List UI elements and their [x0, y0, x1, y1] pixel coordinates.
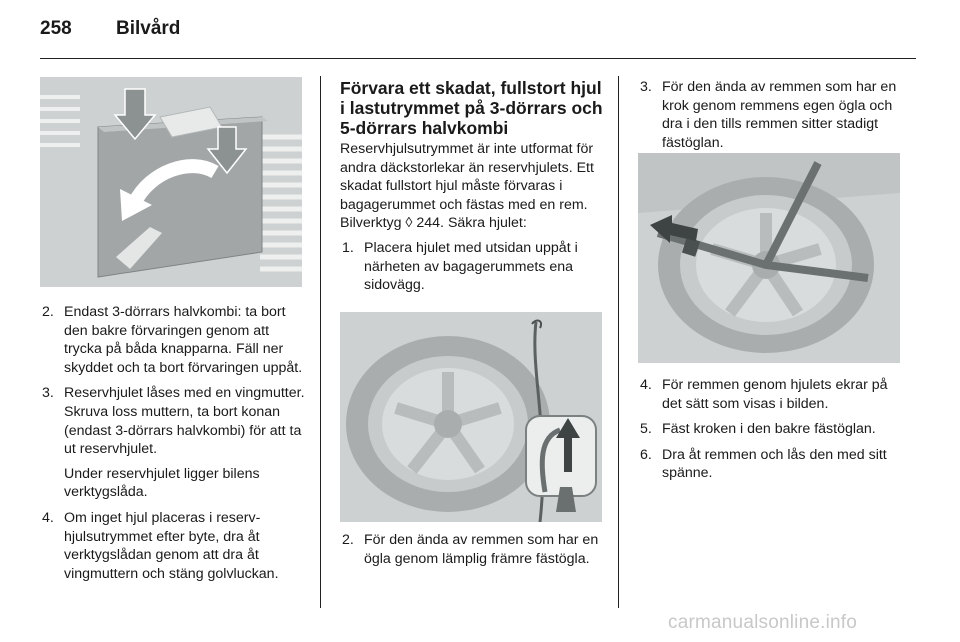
- list-item: [40, 509, 306, 583]
- left-steps: [40, 303, 306, 583]
- step-text: Om inget hjul placeras i reservhjulsutrymmet efter byte, dra åt verktygslådan genom att dra åt vingmuttern och stäng golvluckan.: [64, 509, 279, 582]
- right-column-top: [638, 78, 906, 159]
- list-item: [638, 446, 906, 483]
- step-number: 4.: [42, 509, 54, 526]
- step-number: 2.: [42, 304, 54, 320]
- list-item: [340, 239, 604, 295]
- step-text: För remmen genom hjulets ekrar på det sätt som visas i bilden.: [662, 377, 888, 412]
- step-number: 6.: [640, 446, 652, 463]
- section-heading: Förvara ett skadat, fullstort hjul i lastutrymmet på 3-dörrars och 5-dörrars halvkombi: [340, 78, 603, 138]
- column-divider-right: [618, 76, 619, 608]
- section-title: Bilvård: [116, 18, 181, 39]
- step-text: Reservhjulet låses med en vingmutter. Skruva loss muttern, ta bort konan (endast 3-dörrars halvkombi) för att ta ut reservhjulet.: [64, 385, 305, 458]
- list-item: [638, 420, 906, 439]
- middle-steps-top: [340, 239, 604, 295]
- watermark: carmanualsonline.info: [668, 612, 858, 633]
- page-number: 258: [40, 18, 72, 39]
- step-number: 3.: [42, 385, 54, 402]
- right-column-bottom: [638, 376, 906, 490]
- right-steps-top: [638, 78, 906, 152]
- column-divider-left: [320, 76, 321, 608]
- step-text: För den ända av remmen som har en ögla genom lämplig främre fästögla.: [364, 532, 599, 567]
- step-note: Under reservhjulet ligger bilens verktygslåda.: [64, 465, 260, 501]
- step-number: 3.: [640, 79, 652, 95]
- list-item: [638, 78, 906, 152]
- figure-wheel-strap-front: [340, 312, 602, 522]
- step-text: Placera hjulet med utsidan uppåt i närheten av bagagerummets ena sidovägg.: [364, 239, 578, 294]
- step-number: 5.: [640, 421, 652, 438]
- step-text: Dra åt remmen och lås den med sitt spänne.: [662, 446, 887, 482]
- step-text: För den ända av remmen som har en krok genom remmens egen ögla och dra i den tills remmen sitter stadigt fästöglan.: [662, 79, 897, 151]
- left-column: [40, 303, 306, 590]
- list-item: [340, 531, 606, 568]
- middle-column-bottom: [340, 531, 606, 575]
- step-number: 2.: [342, 532, 354, 548]
- step-number: 1.: [342, 239, 354, 256]
- list-item: [40, 384, 306, 502]
- figure-rear-storage: [40, 77, 302, 287]
- step-number: 4.: [640, 377, 652, 393]
- list-item: [40, 303, 306, 377]
- header-rule: [40, 58, 916, 59]
- middle-column-text: [340, 78, 604, 302]
- right-steps-bottom: [638, 376, 906, 483]
- step-text: Endast 3-dörrars halvkombi: ta bort den bakre förvaringen genom att trycka på båda knapparna. Fäll ner skyddet och ta bort förvaringen uppåt.: [64, 304, 303, 376]
- intro-paragraph: Reservhjulsutrymmet är inte utformat för andra däckstorlekar än reservhjulets. Ett skadat fullstort hjul måste förvaras i bagagerummet och fästas med en rem. Bilverktyg ◊ 244. Säkra hjulet:: [340, 141, 594, 232]
- figure-wheel-strap-tightened: [638, 153, 900, 363]
- step-text: Fäst kroken i den bakre fästöglan.: [662, 421, 876, 438]
- middle-steps-bottom: [340, 531, 606, 568]
- list-item: [638, 376, 906, 413]
